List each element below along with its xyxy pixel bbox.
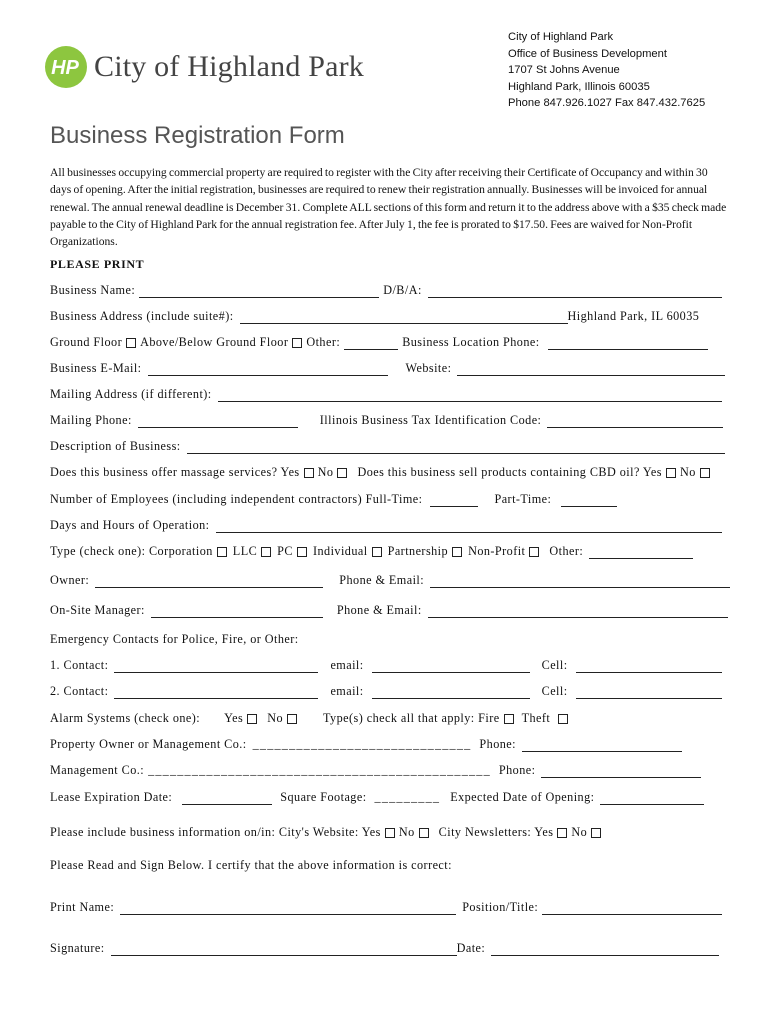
property-owner-phone-field[interactable] bbox=[522, 738, 682, 752]
onsite-manager-label: On-Site Manager: bbox=[50, 603, 145, 617]
address-line: Office of Business Development bbox=[508, 47, 667, 60]
square-footage-label: Square Footage: bbox=[280, 790, 367, 804]
business-address-label: Business Address (include suite#): bbox=[50, 309, 234, 323]
row-email-website bbox=[50, 358, 732, 376]
owner-field[interactable] bbox=[95, 574, 323, 588]
theft-checkbox[interactable] bbox=[558, 714, 568, 724]
location-phone-label: Business Location Phone: bbox=[402, 335, 540, 349]
cbd-no-checkbox[interactable] bbox=[700, 468, 710, 478]
dba-field[interactable] bbox=[428, 284, 722, 298]
above-below-label: Above/Below Ground Floor bbox=[140, 335, 289, 349]
date-label: Date: bbox=[456, 941, 486, 955]
cbd-question: Does this business sell products containing CBD oil? Yes bbox=[357, 465, 662, 479]
above-below-checkbox[interactable] bbox=[292, 338, 302, 348]
date-field[interactable] bbox=[491, 942, 719, 956]
position-label: Position/Title: bbox=[462, 900, 539, 914]
manager-phone-email-field[interactable] bbox=[428, 604, 728, 618]
theft-label: Theft bbox=[521, 711, 551, 725]
contact-2-cell-field[interactable] bbox=[576, 685, 722, 699]
contact-1-cell-label: Cell: bbox=[541, 658, 568, 672]
row-description bbox=[50, 436, 732, 454]
svg-text:HP: HP bbox=[51, 57, 79, 79]
contact-1-email-field[interactable] bbox=[372, 659, 530, 673]
business-email-field[interactable] bbox=[148, 362, 388, 376]
tax-id-label: Illinois Business Tax Identification Code: bbox=[319, 413, 542, 427]
type-other-field[interactable] bbox=[589, 545, 693, 559]
row-business-address bbox=[50, 306, 732, 324]
llc-label: LLC bbox=[232, 544, 258, 558]
massage-yes-checkbox[interactable] bbox=[304, 468, 314, 478]
website-no-label: No bbox=[398, 825, 415, 839]
row-alarm bbox=[50, 708, 732, 726]
address-line: Highland Park, Illinois 60035 bbox=[508, 80, 650, 93]
type-label: Type (check one): Corporation bbox=[50, 544, 213, 558]
city-state-zip: Highland Park, IL 60035 bbox=[567, 309, 700, 323]
business-name-field[interactable] bbox=[139, 284, 379, 298]
contact-1-field[interactable] bbox=[114, 659, 318, 673]
management-co-phone-label: Phone: bbox=[498, 763, 536, 777]
lease-exp-field[interactable] bbox=[182, 791, 272, 805]
partnership-checkbox[interactable] bbox=[452, 547, 462, 557]
onsite-manager-field[interactable] bbox=[151, 604, 323, 618]
alarm-no-checkbox[interactable] bbox=[287, 714, 297, 724]
certify-statement: Please Read and Sign Below. I certify that the above information is correct: bbox=[50, 858, 452, 872]
row-onsite-manager bbox=[50, 600, 732, 618]
cbd-no-label: No bbox=[679, 465, 696, 479]
property-owner-phone-label: Phone: bbox=[479, 737, 516, 751]
form-title: Business Registration Form bbox=[50, 122, 345, 149]
nonprofit-label: Non-Profit bbox=[468, 544, 526, 558]
property-owner-label: Property Owner or Management Co.: bbox=[50, 737, 247, 751]
pc-checkbox[interactable] bbox=[297, 547, 307, 557]
newsletters-no-label: No bbox=[571, 825, 588, 839]
owner-phone-email-field[interactable] bbox=[430, 574, 730, 588]
contact-2-email-label: email: bbox=[330, 684, 364, 698]
owner-label: Owner: bbox=[50, 573, 90, 587]
business-address-field[interactable] bbox=[240, 310, 568, 324]
row-mailing-phone bbox=[50, 410, 732, 428]
print-name-label: Print Name: bbox=[50, 900, 115, 914]
include-info-label: Please include business information on/in: City's Website: Yes bbox=[50, 825, 381, 839]
description-field[interactable] bbox=[187, 440, 725, 454]
square-footage-field[interactable]: _________ bbox=[374, 790, 441, 804]
contact-2-email-field[interactable] bbox=[372, 685, 530, 699]
position-field[interactable] bbox=[542, 901, 722, 915]
location-phone-field[interactable] bbox=[548, 336, 708, 350]
print-name-field[interactable] bbox=[120, 901, 456, 915]
massage-no-label: No bbox=[317, 465, 334, 479]
massage-question: Does this business offer massage services? Yes bbox=[50, 465, 300, 479]
alarm-yes-checkbox[interactable] bbox=[247, 714, 257, 724]
pc-label: PC bbox=[277, 544, 293, 558]
row-business-type bbox=[50, 541, 732, 559]
management-co-field[interactable]: _______________________________________________ bbox=[148, 763, 491, 777]
contact-2-cell-label: Cell: bbox=[541, 684, 568, 698]
business-name-label: Business Name: bbox=[50, 283, 136, 297]
individual-checkbox[interactable] bbox=[372, 547, 382, 557]
row-contact-1 bbox=[50, 655, 732, 673]
management-co-phone-field[interactable] bbox=[541, 764, 701, 778]
emergency-label: Emergency Contacts for Police, Fire, or Other: bbox=[50, 632, 299, 646]
contact-2-field[interactable] bbox=[114, 685, 318, 699]
row-mailing-address bbox=[50, 384, 732, 402]
address-line: Phone 847.926.1027 Fax 847.432.7625 bbox=[508, 97, 706, 109]
contact-1-label: 1. Contact: bbox=[50, 658, 109, 672]
mailing-phone-field[interactable] bbox=[138, 414, 298, 428]
signature-field[interactable] bbox=[111, 942, 457, 956]
contact-2-label: 2. Contact: bbox=[50, 684, 109, 698]
alarm-label: Alarm Systems (check one): bbox=[50, 711, 201, 725]
employees-label: Number of Employees (including independent contractors) Full-Time: bbox=[50, 492, 423, 506]
row-print-name bbox=[50, 897, 732, 915]
contact-1-cell-field[interactable] bbox=[576, 659, 722, 673]
expected-open-label: Expected Date of Opening: bbox=[450, 790, 595, 804]
signature-label: Signature: bbox=[50, 941, 105, 955]
row-business-name bbox=[50, 280, 732, 298]
website-label: Website: bbox=[405, 361, 452, 375]
business-email-label: Business E-Mail: bbox=[50, 361, 142, 375]
management-co-label: Management Co.: bbox=[50, 763, 145, 777]
row-employees bbox=[50, 489, 732, 507]
tax-id-field[interactable] bbox=[547, 414, 723, 428]
highland-park-logo-icon bbox=[44, 45, 88, 89]
alarm-yes-label: Yes bbox=[224, 711, 244, 725]
days-hours-field[interactable] bbox=[216, 519, 722, 533]
ground-floor-checkbox[interactable] bbox=[126, 338, 136, 348]
mailing-phone-label: Mailing Phone: bbox=[50, 413, 132, 427]
floor-other-label: Other: bbox=[306, 335, 341, 349]
expected-open-field[interactable] bbox=[600, 791, 704, 805]
mailing-address-field[interactable] bbox=[218, 388, 722, 402]
row-signature bbox=[50, 938, 732, 956]
city-logo bbox=[44, 45, 364, 89]
city-name: City of Highland Park bbox=[94, 50, 365, 83]
row-owner bbox=[50, 570, 732, 588]
row-certify bbox=[50, 855, 732, 873]
individual-label: Individual bbox=[312, 544, 368, 558]
row-emergency-heading bbox=[50, 629, 732, 647]
partnership-label: Partnership bbox=[387, 544, 449, 558]
row-floor bbox=[50, 332, 732, 350]
row-lease bbox=[50, 787, 732, 805]
intro-paragraph: All businesses occupying commercial property are required to register with the City after receiving their Certificate of Occupancy and within 30 days of opening. After the initial registration, businesses are required to renew their registration annually. Businesses will be invoiced for annual renewal. The annual renewal deadline is December 31. Complete ALL sections of this form and return it to the address above with a $35 check made payable to the City of Highland Park for the annual registration fee. After July 1, the fee is prorated to $17.50. Fees are waived for Non-Profit Organizations. bbox=[50, 166, 727, 249]
newsletters-no-checkbox[interactable] bbox=[591, 828, 601, 838]
address-line: City of Highland Park bbox=[508, 31, 614, 43]
office-address bbox=[508, 29, 705, 112]
part-time-label: Part-Time: bbox=[494, 492, 552, 506]
alarm-types-label: Type(s) check all that apply: Fire bbox=[323, 711, 500, 725]
ground-floor-label: Ground Floor bbox=[50, 335, 123, 349]
cbd-yes-checkbox[interactable] bbox=[666, 468, 676, 478]
full-time-field[interactable] bbox=[430, 493, 478, 507]
row-days-hours bbox=[50, 515, 732, 533]
row-management-co bbox=[50, 760, 732, 778]
corporation-checkbox[interactable] bbox=[217, 547, 227, 557]
manager-phone-email-label: Phone & Email: bbox=[336, 603, 422, 617]
address-line: 1707 St Johns Avenue bbox=[508, 64, 620, 76]
dba-label: D/B/A: bbox=[383, 283, 422, 297]
massage-no-checkbox[interactable] bbox=[337, 468, 347, 478]
description-label: Description of Business: bbox=[50, 439, 181, 453]
contact-1-email-label: email: bbox=[330, 658, 364, 672]
newsletters-yes-checkbox[interactable] bbox=[557, 828, 567, 838]
please-print-label: PLEASE PRINT bbox=[50, 257, 145, 271]
newsletters-label: City Newsletters: Yes bbox=[438, 825, 554, 839]
owner-phone-email-label: Phone & Email: bbox=[339, 573, 425, 587]
type-other-label: Other: bbox=[549, 544, 584, 558]
fire-checkbox[interactable] bbox=[504, 714, 514, 724]
property-owner-field[interactable]: ______________________________ bbox=[252, 737, 472, 751]
website-field[interactable] bbox=[457, 362, 725, 376]
alarm-no-label: No bbox=[267, 711, 284, 725]
lease-exp-label: Lease Expiration Date: bbox=[50, 790, 173, 804]
mailing-address-label: Mailing Address (if different): bbox=[50, 387, 212, 401]
part-time-field[interactable] bbox=[561, 493, 617, 507]
nonprofit-checkbox[interactable] bbox=[529, 547, 539, 557]
row-property-owner bbox=[50, 734, 732, 752]
llc-checkbox[interactable] bbox=[261, 547, 271, 557]
days-hours-label: Days and Hours of Operation: bbox=[50, 518, 210, 532]
row-contact-2 bbox=[50, 681, 732, 699]
website-yes-checkbox[interactable] bbox=[385, 828, 395, 838]
row-massage-cbd bbox=[50, 462, 732, 480]
website-no-checkbox[interactable] bbox=[419, 828, 429, 838]
floor-other-field[interactable] bbox=[344, 336, 398, 350]
row-include-info bbox=[50, 822, 732, 840]
